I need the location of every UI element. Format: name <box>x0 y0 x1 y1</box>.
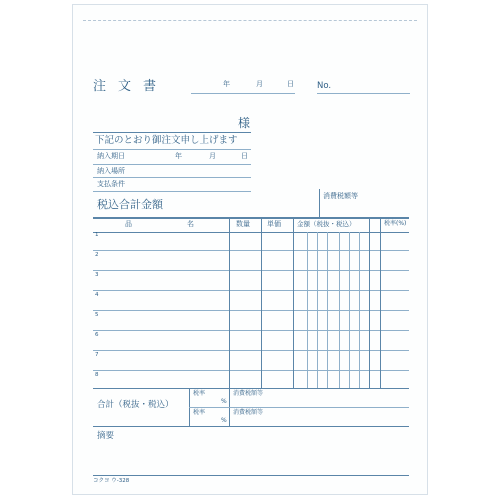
amount-digit-line <box>359 232 360 388</box>
delivery-year-label: 年 <box>175 152 182 160</box>
form-title: 注文書 <box>93 79 169 94</box>
amount-digit-line <box>317 232 318 388</box>
payment-terms-label: 支払条件 <box>97 180 125 188</box>
row-line <box>93 350 409 351</box>
percent-sign: % <box>221 417 227 424</box>
tax-rate-label: 税率 <box>193 390 206 397</box>
order-number-underline <box>317 93 410 94</box>
grand-total-label: 税込合計金額 <box>97 198 163 211</box>
col-header-qty: 数量 <box>236 220 250 228</box>
col-line <box>229 217 230 388</box>
field-divider <box>93 149 251 150</box>
amount-digit-line <box>327 232 328 388</box>
footer-mid-line <box>189 407 409 408</box>
col-header-price: 単価 <box>267 220 281 228</box>
date-day-label: 日 <box>287 80 294 88</box>
row-number: 7 <box>95 352 99 358</box>
amount-digit-line <box>307 232 308 388</box>
col-line <box>380 217 381 388</box>
date-year-label: 年 <box>223 80 230 88</box>
honorific-sama: 様 <box>238 116 251 130</box>
table-top-border <box>93 217 409 219</box>
amount-digit-line <box>349 232 350 388</box>
delivery-month-label: 月 <box>209 152 216 160</box>
row-line <box>93 310 409 311</box>
footer-bottom-line <box>93 426 409 427</box>
row-number: 4 <box>95 292 99 298</box>
delivery-place-label: 納入場所 <box>97 167 125 175</box>
row-line <box>93 250 409 251</box>
table-header-bottom <box>93 232 409 233</box>
row-line <box>93 330 409 331</box>
row-line <box>93 270 409 271</box>
delivery-day-label: 日 <box>241 152 248 160</box>
delivery-date-label: 納入期日 <box>97 152 125 160</box>
col-line <box>293 217 294 388</box>
row-number: 5 <box>95 312 99 318</box>
col-header-rate: 税率(%) <box>384 220 407 227</box>
row-line <box>93 370 409 371</box>
row-number: 2 <box>95 252 99 258</box>
footer-total-label: 合計（税抜・税込） <box>97 400 174 410</box>
col-header-item: 品 <box>125 220 132 228</box>
product-code: コクヨ ウ-328 <box>93 478 130 484</box>
row-number: 1 <box>95 232 99 238</box>
field-divider <box>93 177 251 178</box>
tax-amount-label: 消費税額等 <box>323 192 358 200</box>
remarks-label: 摘要 <box>97 431 115 441</box>
totals-divider <box>319 189 320 217</box>
order-intro-text: 下記のとおり御注文申し上げます <box>95 135 238 146</box>
row-number: 3 <box>95 272 99 278</box>
recipient-underline <box>93 132 251 133</box>
field-divider <box>93 191 251 192</box>
row-number: 8 <box>95 372 99 378</box>
table-body-bottom <box>93 388 409 389</box>
tax-amount-label: 消費税額等 <box>233 390 264 397</box>
col-line <box>369 217 370 388</box>
col-header-name: 名 <box>187 220 194 228</box>
date-month-label: 月 <box>256 80 263 88</box>
tax-rate-label: 税率 <box>193 409 206 416</box>
row-number: 6 <box>95 332 99 338</box>
row-line <box>93 290 409 291</box>
date-underline <box>191 93 295 94</box>
order-number-label: No. <box>317 81 332 91</box>
col-line <box>261 217 262 388</box>
field-divider <box>93 164 251 165</box>
col-header-amount: 金額（税抜・税込） <box>297 220 356 228</box>
order-form-sheet <box>72 4 428 495</box>
remarks-bottom-line <box>93 475 409 476</box>
amount-digit-line <box>339 232 340 388</box>
tax-amount-label: 消費税額等 <box>233 409 264 416</box>
perforation-line <box>83 20 417 21</box>
percent-sign: % <box>221 398 227 405</box>
